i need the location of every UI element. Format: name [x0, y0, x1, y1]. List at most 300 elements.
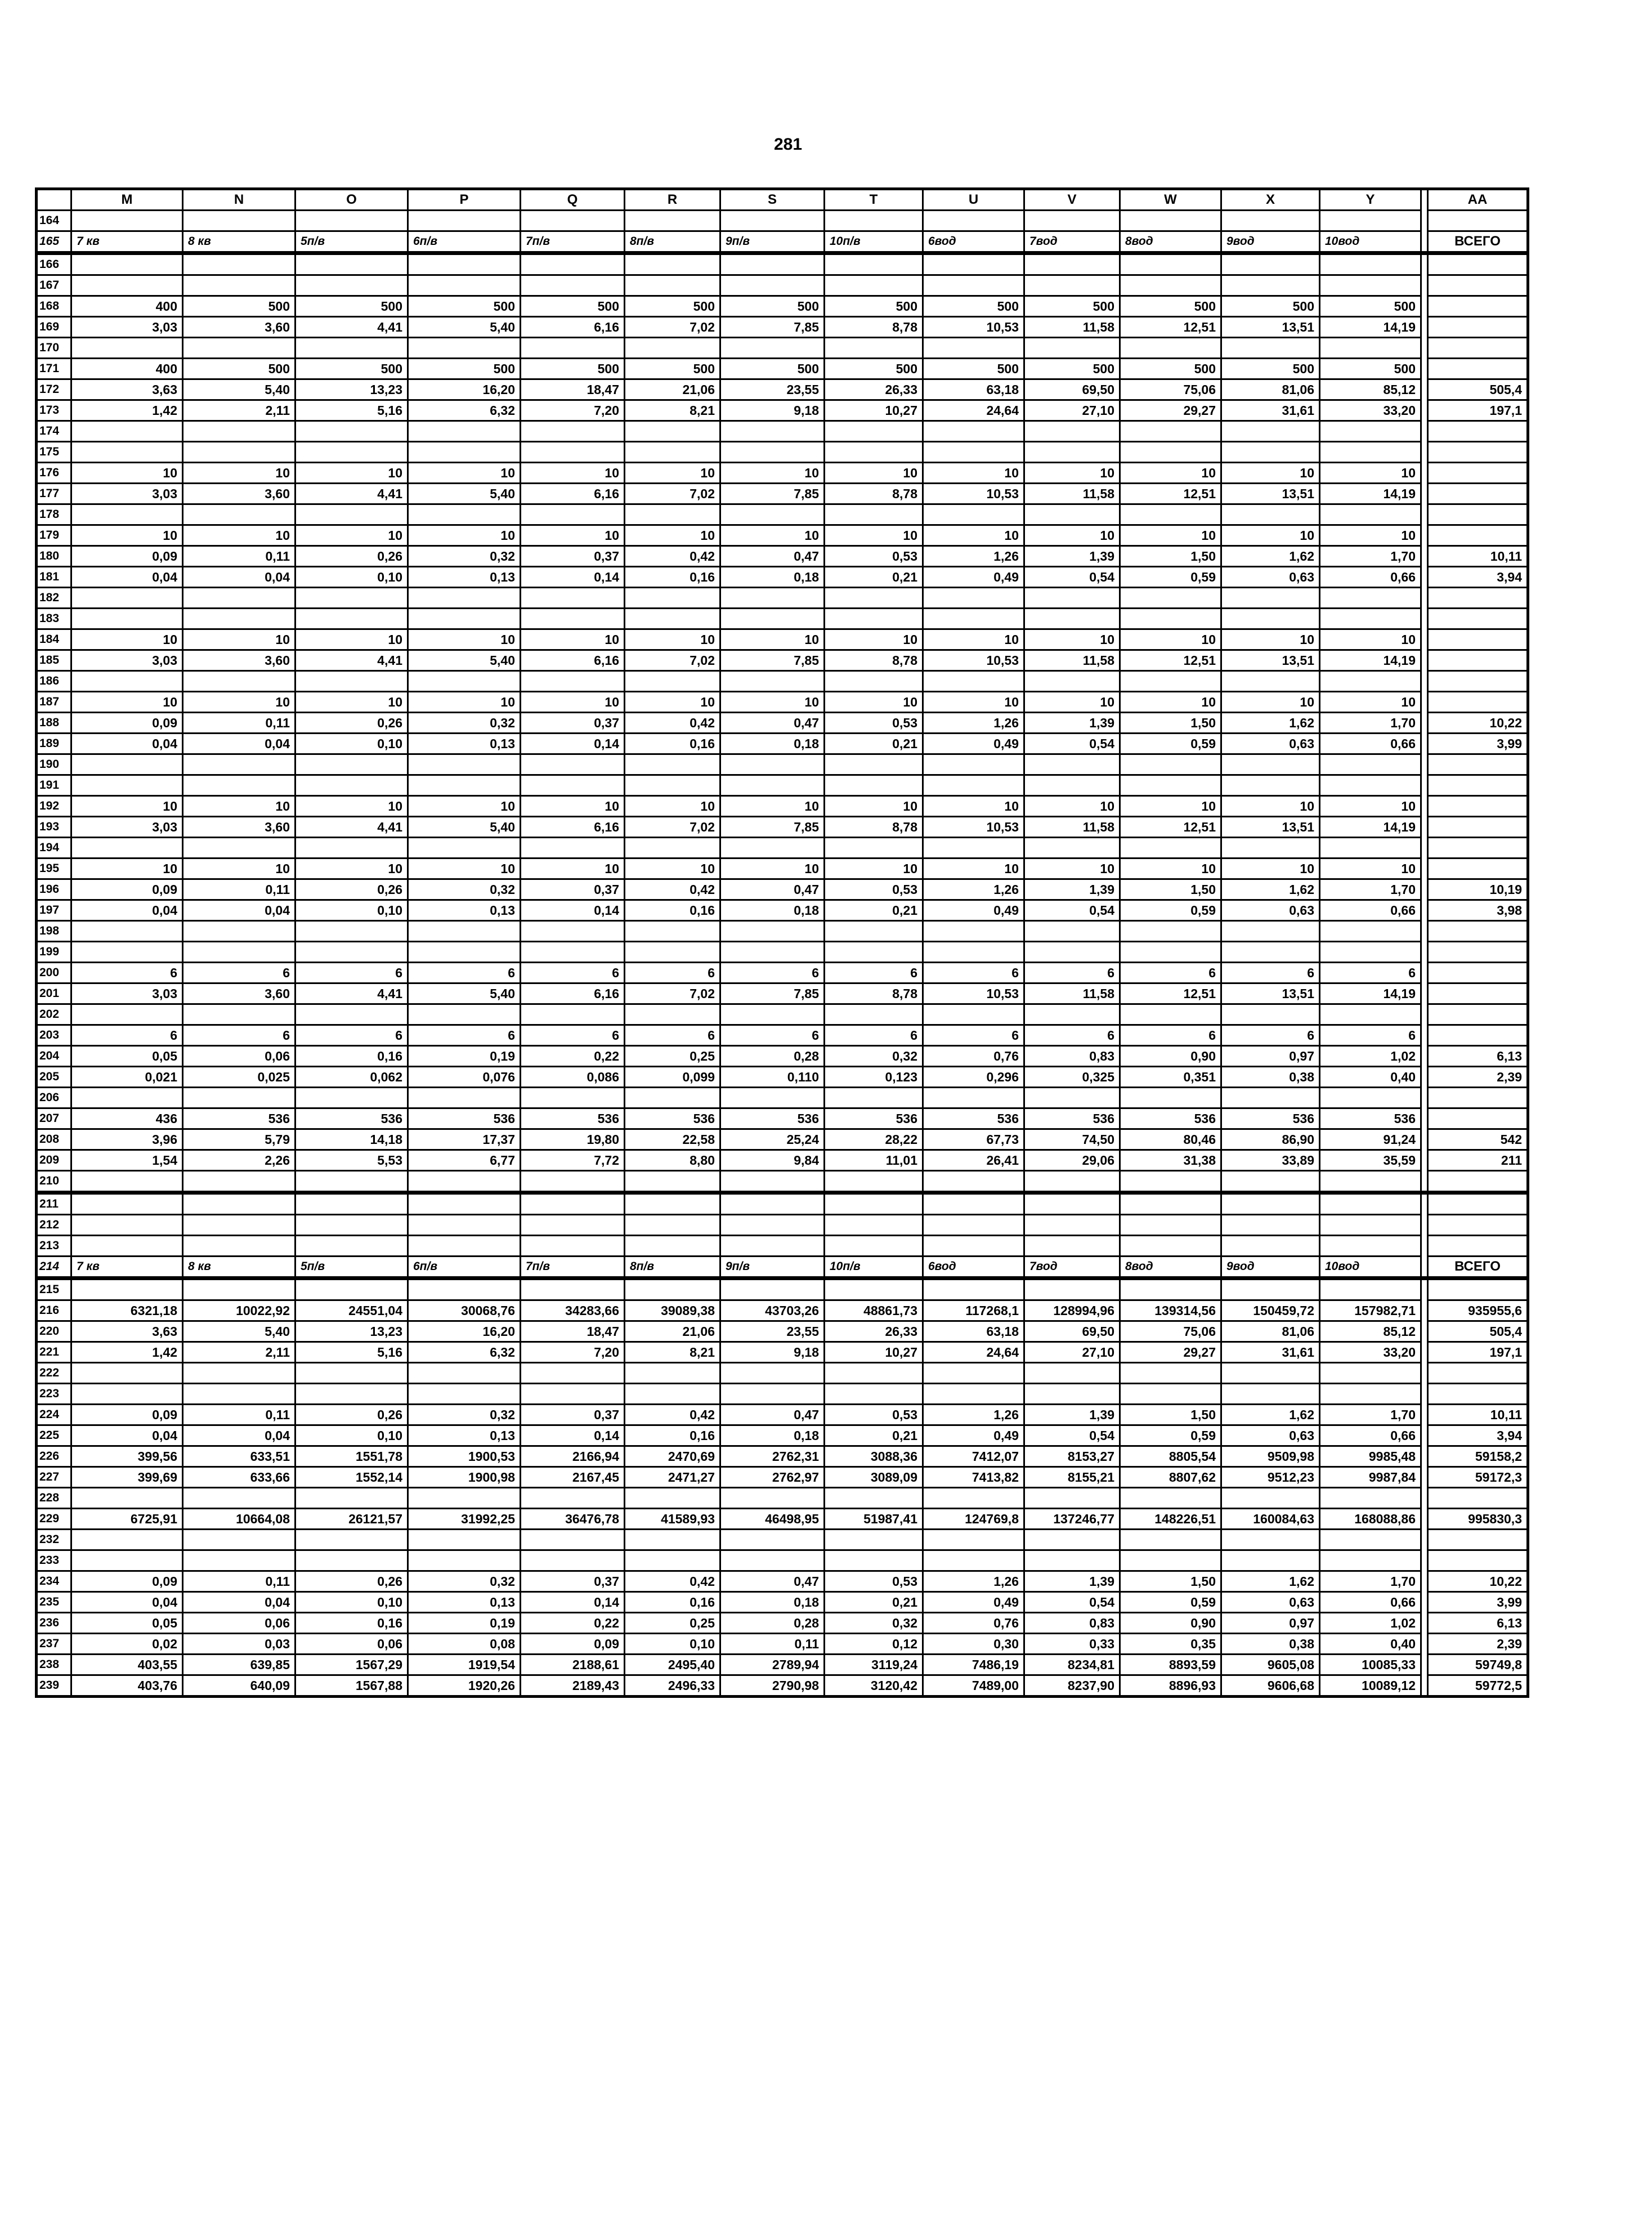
table-cell: 48861,73	[825, 1300, 923, 1321]
table-cell: 75,06	[1120, 379, 1221, 400]
table-cell	[183, 442, 296, 463]
table-cell: 21,06	[625, 379, 720, 400]
table-cell: 0,26	[296, 879, 408, 900]
table-cell	[183, 838, 296, 859]
table-cell: 6,16	[521, 983, 625, 1004]
total-cell	[1428, 983, 1528, 1004]
table-cell	[923, 421, 1024, 442]
table-cell: 3,60	[183, 983, 296, 1004]
table-row	[37, 1488, 1528, 1509]
table-cell: 3,60	[183, 650, 296, 671]
table-cell	[625, 1550, 720, 1571]
row-number: 183	[37, 609, 71, 629]
column-gap	[1421, 1004, 1428, 1025]
table-cell: 10	[408, 463, 521, 484]
table-row	[37, 1025, 1528, 1046]
table-cell	[1320, 1088, 1421, 1108]
table-cell	[1120, 1488, 1221, 1509]
table-cell	[923, 1004, 1024, 1025]
table-cell: 7,02	[625, 817, 720, 838]
column-gap	[1421, 879, 1428, 900]
table-cell	[408, 1278, 521, 1300]
column-gap	[1421, 1509, 1428, 1530]
table-cell: 0,13	[408, 1592, 521, 1613]
table-row	[37, 650, 1528, 671]
table-cell: 33,20	[1320, 1342, 1421, 1363]
table-cell: 81,06	[1221, 1321, 1320, 1342]
row-number: 212	[37, 1215, 71, 1236]
table-cell	[825, 671, 923, 692]
table-cell	[296, 211, 408, 231]
table-cell: 2471,27	[625, 1467, 720, 1488]
column-gap	[1421, 838, 1428, 859]
table-cell: 0,32	[408, 713, 521, 734]
table-cell: 4,41	[296, 484, 408, 504]
table-cell	[521, 609, 625, 629]
column-gap	[1421, 421, 1428, 442]
column-header: R	[625, 189, 720, 211]
table-cell	[408, 754, 521, 775]
table-cell	[521, 211, 625, 231]
row-number: 204	[37, 1046, 71, 1067]
column-gap	[1421, 900, 1428, 921]
total-cell	[1428, 1193, 1528, 1215]
column-gap	[1421, 1025, 1428, 1046]
column-gap	[1421, 1530, 1428, 1550]
row-number: 227	[37, 1467, 71, 1488]
table-cell: 1,42	[71, 400, 183, 421]
row-number: 174	[37, 421, 71, 442]
table-cell: 7,85	[720, 317, 825, 338]
row-number: 185	[37, 650, 71, 671]
table-cell: 0,16	[625, 900, 720, 921]
table-cell	[71, 609, 183, 629]
table-row	[37, 275, 1528, 296]
total-cell: 10,19	[1428, 879, 1528, 900]
table-cell	[923, 1550, 1024, 1571]
unit-header: 8п/в	[625, 231, 720, 253]
table-cell: 1,39	[1024, 713, 1120, 734]
table-cell	[183, 504, 296, 525]
table-cell: 6,16	[521, 484, 625, 504]
table-cell: 0,025	[183, 1067, 296, 1088]
total-cell: 10,22	[1428, 713, 1528, 734]
unit-header: 5п/в	[296, 1257, 408, 1278]
table-cell: 3,60	[183, 484, 296, 504]
table-cell	[1320, 1236, 1421, 1257]
table-cell	[521, 1088, 625, 1108]
table-cell	[720, 838, 825, 859]
unit-header: 6п/в	[408, 1257, 521, 1278]
column-gap	[1421, 963, 1428, 983]
column-gap	[1421, 1425, 1428, 1446]
table-cell: 26,33	[825, 379, 923, 400]
table-cell	[720, 504, 825, 525]
table-cell: 0,59	[1120, 1425, 1221, 1446]
table-cell: 6	[720, 1025, 825, 1046]
table-cell: 0,49	[923, 1592, 1024, 1613]
table-cell	[1120, 421, 1221, 442]
table-cell	[625, 609, 720, 629]
table-cell: 26121,57	[296, 1509, 408, 1530]
table-cell: 3,60	[183, 817, 296, 838]
table-cell: 3,03	[71, 983, 183, 1004]
table-cell	[71, 338, 183, 359]
row-number: 180	[37, 546, 71, 567]
table-cell: 7,02	[625, 983, 720, 1004]
table-cell	[1024, 253, 1120, 275]
total-cell	[1428, 588, 1528, 609]
table-cell: 51987,41	[825, 1509, 923, 1530]
table-cell	[825, 1488, 923, 1509]
table-cell	[923, 609, 1024, 629]
column-gap	[1421, 713, 1428, 734]
table-cell: 10	[1320, 796, 1421, 817]
table-cell: 10	[183, 463, 296, 484]
column-gap	[1421, 1300, 1428, 1321]
table-cell: 0,28	[720, 1613, 825, 1634]
table-cell: 0,11	[183, 546, 296, 567]
table-cell: 0,06	[183, 1613, 296, 1634]
table-cell	[1320, 1530, 1421, 1550]
table-cell: 1,70	[1320, 1571, 1421, 1592]
table-cell	[625, 1088, 720, 1108]
table-cell: 10664,08	[183, 1509, 296, 1530]
column-gap	[1421, 253, 1428, 275]
table-cell	[1024, 421, 1120, 442]
table-cell: 10	[296, 859, 408, 879]
table-cell	[183, 942, 296, 963]
table-cell: 2470,69	[625, 1446, 720, 1467]
table-cell: 0,110	[720, 1067, 825, 1088]
row-number: 178	[37, 504, 71, 525]
table-cell: 0,021	[71, 1067, 183, 1088]
table-cell	[1320, 275, 1421, 296]
table-cell	[1221, 253, 1320, 275]
table-cell: 29,27	[1120, 1342, 1221, 1363]
table-cell	[923, 1363, 1024, 1384]
table-cell	[625, 588, 720, 609]
table-cell: 0,04	[71, 900, 183, 921]
table-cell: 10	[521, 525, 625, 546]
column-header: U	[923, 189, 1024, 211]
table-cell: 5,53	[296, 1150, 408, 1171]
column-gap	[1421, 379, 1428, 400]
table-cell: 0,296	[923, 1067, 1024, 1088]
table-cell: 500	[408, 296, 521, 317]
table-cell	[183, 921, 296, 942]
table-cell: 0,76	[923, 1613, 1024, 1634]
table-cell	[720, 253, 825, 275]
total-cell	[1428, 296, 1528, 317]
table-cell	[923, 338, 1024, 359]
table-cell	[1221, 1193, 1320, 1215]
table-cell	[408, 1193, 521, 1215]
table-cell	[1024, 338, 1120, 359]
table-cell	[1120, 921, 1221, 942]
table-cell	[408, 1384, 521, 1405]
table-cell: 536	[521, 1108, 625, 1129]
row-number: 197	[37, 900, 71, 921]
table-row	[37, 671, 1528, 692]
table-cell: 139314,56	[1120, 1300, 1221, 1321]
table-cell	[625, 838, 720, 859]
table-cell: 10,53	[923, 317, 1024, 338]
table-cell	[1221, 1004, 1320, 1025]
table-cell: 1920,26	[408, 1675, 521, 1697]
table-cell: 2762,31	[720, 1446, 825, 1467]
table-cell: 0,10	[296, 734, 408, 754]
table-cell: 0,19	[408, 1046, 521, 1067]
table-cell: 6	[1024, 963, 1120, 983]
row-number: 207	[37, 1108, 71, 1129]
table-cell	[408, 211, 521, 231]
row-number: 166	[37, 253, 71, 275]
total-cell: 542	[1428, 1129, 1528, 1150]
table-cell	[408, 1363, 521, 1384]
table-cell	[183, 1236, 296, 1257]
table-cell: 0,38	[1221, 1634, 1320, 1655]
row-number: 225	[37, 1425, 71, 1446]
table-cell: 0,13	[408, 567, 521, 588]
table-cell: 0,59	[1120, 900, 1221, 921]
table-cell: 3,96	[71, 1129, 183, 1150]
table-cell	[825, 1215, 923, 1236]
table-cell: 10,27	[825, 1342, 923, 1363]
table-cell	[1120, 1550, 1221, 1571]
column-gap	[1421, 921, 1428, 942]
row-number: 222	[37, 1363, 71, 1384]
table-cell	[183, 671, 296, 692]
total-cell	[1428, 463, 1528, 484]
table-cell: 86,90	[1221, 1129, 1320, 1150]
table-cell	[825, 1550, 923, 1571]
table-cell	[408, 1215, 521, 1236]
table-cell: 536	[296, 1108, 408, 1129]
table-cell	[521, 442, 625, 463]
table-cell: 6	[408, 1025, 521, 1046]
table-cell: 7486,19	[923, 1655, 1024, 1675]
table-cell	[720, 1278, 825, 1300]
table-cell	[183, 1171, 296, 1193]
table-cell: 0,63	[1221, 900, 1320, 921]
table-cell: 403,55	[71, 1655, 183, 1675]
table-cell: 1,26	[923, 713, 1024, 734]
table-cell	[183, 1530, 296, 1550]
table-cell: 6	[1120, 963, 1221, 983]
table-cell: 0,49	[923, 734, 1024, 754]
table-cell	[408, 588, 521, 609]
table-cell	[923, 1088, 1024, 1108]
table-cell: 633,66	[183, 1467, 296, 1488]
table-row	[37, 421, 1528, 442]
table-cell	[825, 1530, 923, 1550]
table-cell: 10	[625, 463, 720, 484]
table-cell: 74,50	[1024, 1129, 1120, 1150]
table-cell: 0,66	[1320, 567, 1421, 588]
table-cell: 10	[720, 525, 825, 546]
total-cell: 6,13	[1428, 1613, 1528, 1634]
table-cell: 0,10	[296, 567, 408, 588]
table-cell: 500	[408, 359, 521, 379]
table-cell	[825, 754, 923, 775]
table-cell	[183, 588, 296, 609]
table-cell	[825, 338, 923, 359]
table-cell	[1024, 504, 1120, 525]
table-cell: 26,41	[923, 1150, 1024, 1171]
table-cell	[1320, 754, 1421, 775]
row-number: 181	[37, 567, 71, 588]
table-cell	[720, 211, 825, 231]
table-cell	[296, 442, 408, 463]
corner-cell	[37, 189, 71, 211]
table-cell: 0,09	[521, 1634, 625, 1655]
column-gap	[1421, 1150, 1428, 1171]
table-cell: 10	[296, 629, 408, 650]
table-cell: 536	[183, 1108, 296, 1129]
table-cell: 0,11	[183, 713, 296, 734]
table-cell	[521, 775, 625, 796]
table-cell	[1120, 275, 1221, 296]
table-cell: 0,28	[720, 1046, 825, 1067]
column-gap	[1421, 463, 1428, 484]
table-cell: 11,01	[825, 1150, 923, 1171]
table-cell: 0,04	[183, 1425, 296, 1446]
table-cell	[1120, 1384, 1221, 1405]
table-cell: 0,42	[625, 713, 720, 734]
table-cell	[1221, 1530, 1320, 1550]
row-number: 189	[37, 734, 71, 754]
table-cell: 633,51	[183, 1446, 296, 1467]
table-row	[37, 629, 1528, 650]
total-cell: 197,1	[1428, 1342, 1528, 1363]
table-cell	[625, 504, 720, 525]
unit-header: 8п/в	[625, 1257, 720, 1278]
table-cell: 0,66	[1320, 1425, 1421, 1446]
total-cell: 59172,3	[1428, 1467, 1528, 1488]
table-cell	[183, 275, 296, 296]
table-cell	[1320, 211, 1421, 231]
table-cell: 0,14	[521, 900, 625, 921]
table-cell: 0,25	[625, 1046, 720, 1067]
table-cell: 10	[1024, 859, 1120, 879]
table-cell	[825, 1171, 923, 1193]
table-cell	[923, 1236, 1024, 1257]
table-row	[37, 1321, 1528, 1342]
column-gap	[1421, 275, 1428, 296]
row-number: 215	[37, 1278, 71, 1300]
table-cell: 0,04	[71, 567, 183, 588]
table-cell: 0,06	[296, 1634, 408, 1655]
table-cell: 4,41	[296, 317, 408, 338]
table-cell: 7412,07	[923, 1446, 1024, 1467]
table-row	[37, 1150, 1528, 1171]
table-cell	[1320, 1171, 1421, 1193]
table-cell	[183, 1215, 296, 1236]
table-cell	[1221, 671, 1320, 692]
total-cell	[1428, 1384, 1528, 1405]
table-cell: 0,22	[521, 1613, 625, 1634]
table-row	[37, 713, 1528, 734]
table-cell: 0,38	[1221, 1067, 1320, 1088]
table-cell	[1120, 1193, 1221, 1215]
table-cell	[1221, 1278, 1320, 1300]
table-cell	[71, 1530, 183, 1550]
table-cell: 2495,40	[625, 1655, 720, 1675]
table-cell: 0,14	[521, 1592, 625, 1613]
table-cell: 10	[408, 525, 521, 546]
table-row	[37, 817, 1528, 838]
total-cell	[1428, 1278, 1528, 1300]
table-cell: 6	[183, 1025, 296, 1046]
table-cell: 29,27	[1120, 400, 1221, 421]
table-cell	[1221, 421, 1320, 442]
table-cell: 1919,54	[408, 1655, 521, 1675]
table-cell	[825, 775, 923, 796]
table-cell: 0,90	[1120, 1046, 1221, 1067]
table-cell: 0,03	[183, 1634, 296, 1655]
table-cell: 0,09	[71, 546, 183, 567]
table-cell	[1120, 1088, 1221, 1108]
table-cell	[825, 1236, 923, 1257]
row-number: 220	[37, 1321, 71, 1342]
table-row	[37, 1046, 1528, 1067]
table-row	[37, 1171, 1528, 1193]
table-cell: 85,12	[1320, 1321, 1421, 1342]
table-cell	[71, 754, 183, 775]
table-cell	[183, 1488, 296, 1509]
total-cell	[1428, 963, 1528, 983]
table-cell: 0,16	[625, 567, 720, 588]
table-cell: 10	[183, 525, 296, 546]
table-cell: 10	[625, 859, 720, 879]
table-cell	[720, 1363, 825, 1384]
table-cell	[1120, 942, 1221, 963]
total-cell: 10,22	[1428, 1571, 1528, 1592]
row-number: 238	[37, 1655, 71, 1675]
total-cell: 935955,6	[1428, 1300, 1528, 1321]
table-cell	[71, 1171, 183, 1193]
table-cell	[1120, 442, 1221, 463]
table-cell: 1,26	[923, 546, 1024, 567]
table-cell	[1120, 609, 1221, 629]
table-cell: 0,05	[71, 1613, 183, 1634]
table-cell: 1,50	[1120, 879, 1221, 900]
table-cell: 12,51	[1120, 317, 1221, 338]
row-number: 213	[37, 1236, 71, 1257]
table-cell	[296, 921, 408, 942]
total-cell	[1428, 484, 1528, 504]
table-cell	[1221, 338, 1320, 359]
row-number: 229	[37, 1509, 71, 1530]
table-cell: 10	[296, 525, 408, 546]
table-cell	[1221, 1550, 1320, 1571]
table-cell: 0,59	[1120, 567, 1221, 588]
table-cell	[923, 1488, 1024, 1509]
table-cell: 10,27	[825, 400, 923, 421]
table-cell: 63,18	[923, 379, 1024, 400]
table-cell	[1221, 921, 1320, 942]
table-cell: 10	[521, 796, 625, 817]
table-cell: 0,11	[183, 1571, 296, 1592]
table-cell: 43703,26	[720, 1300, 825, 1321]
row-number: 216	[37, 1300, 71, 1321]
table-row	[37, 879, 1528, 900]
table-cell	[1221, 1236, 1320, 1257]
table-cell: 13,51	[1221, 484, 1320, 504]
table-cell	[183, 1550, 296, 1571]
table-cell: 500	[923, 296, 1024, 317]
